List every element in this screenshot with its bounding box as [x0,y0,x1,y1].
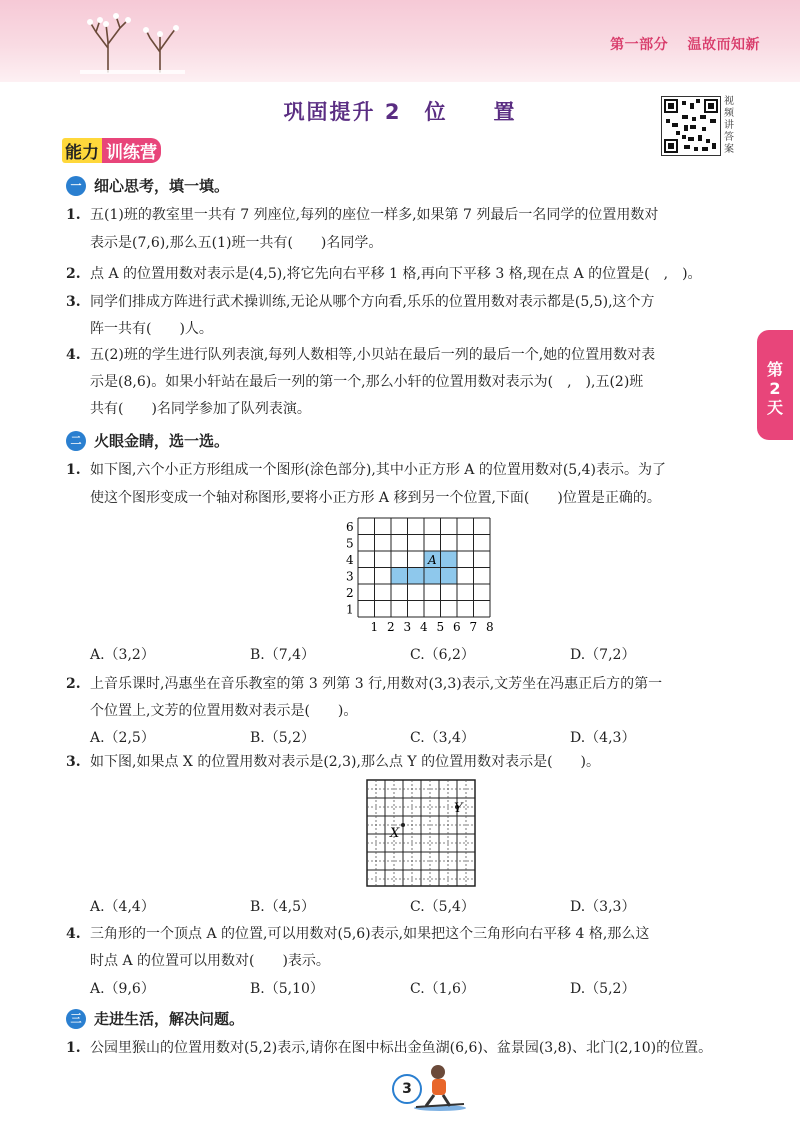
x-tick-label: 3 [403,620,412,634]
option-a[interactable]: A.（3,2） [90,647,155,663]
question-line: 表示是(7,6),那么五(1)班一共有( )名同学。 [90,235,383,251]
section-choose [66,430,229,451]
part-label: 第一部分 [610,37,669,53]
shaded-cell [408,568,425,585]
question-line: 阵一共有( )人。 [90,321,213,337]
qr-code-icon[interactable] [661,96,721,156]
section-fill [66,175,229,196]
shaded-cell [441,551,458,568]
question-line: 个位置上,文芳的位置用数对表示是( )。 [90,703,358,719]
option-a[interactable]: A.（4,4） [90,899,155,915]
page-number: 3 [392,1074,422,1104]
question-line: 2. 上音乐课时,冯惠坐在音乐教室的第 3 列第 3 行,用数对(3,3)表示,文芳坐在冯惠正后方的第一 [66,676,663,692]
question-line: 2. 点 A 的位置用数对表示是(4,5),将它先向右平移 1 格,再向下平移 3 格,现在点 A 的位置是( , )。 [66,266,702,282]
option-a[interactable]: A.（2,5） [90,730,155,746]
section-title: 走进生活，解决问题。 [94,1010,245,1028]
option-a[interactable]: A.（9,6） [90,981,155,997]
coordinate-grid [340,516,494,634]
page-title: 巩固提升 2 位 置 [283,100,517,124]
option-c[interactable]: C.（3,4） [410,730,475,746]
option-b[interactable]: B.（5,10） [250,981,324,997]
shaded-cell [391,568,408,585]
question-line: 4. 三角形的一个顶点 A 的位置,可以用数对(5,6)表示,如果把这个三角形向右平移 4 格,那么这 [66,926,650,942]
y-tick-label: 2 [346,586,354,600]
question-line: 1. 五(1)班的教室里一共有 7 列座位,每列的座位一样多,如果第 7 列最后一名同学的位置用数对 [66,207,659,223]
y-tick-label: 4 [346,553,354,567]
option-c[interactable]: C.（5,4） [410,899,475,915]
option-c[interactable]: C.（1,6） [410,981,475,997]
motto-label: 温故而知新 [687,37,760,53]
cell-a-label: A [428,553,437,567]
section-title: 细心思考，填一填。 [94,177,230,195]
option-b[interactable]: B.（7,4） [250,647,316,663]
x-tick-label: 6 [453,620,461,634]
x-tick-label: 2 [387,620,395,634]
option-d[interactable]: D.（4,3） [570,730,636,746]
question-line: 3. 如下图,如果点 X 的位置用数对表示是(2,3),那么点 Y 的位置用数对表示是( )。 [66,754,601,770]
y-tick-label: 5 [346,536,354,551]
position-grid [366,779,476,887]
point-y-label: Y [454,801,463,816]
section-number: 一 [66,176,86,196]
question-line: 示是(8,6)。如果小轩站在最后一列的第一个,那么小轩的位置用数对表示为( , ),五(2)班 [90,374,644,390]
question-line: 1. 公园里猴山的位置用数对(5,2)表示,请你在图中标出金鱼湖(6,6)、盆景园(3,8)、北门(2,10)的位置。 [66,1040,713,1056]
x-tick-label: 5 [436,620,445,634]
x-tick-label: 7 [469,620,478,634]
section-number: 三 [66,1009,86,1029]
option-d[interactable]: D.（5,2） [570,981,636,997]
y-tick-label: 6 [346,520,354,534]
y-tick-label: 1 [346,602,354,617]
question-line: 时点 A 的位置可以用数对( )表示。 [90,953,330,969]
option-d[interactable]: D.（7,2） [570,647,636,663]
qr-label: 视 频 讲 答 案 [724,96,734,155]
section-number: 二 [66,431,86,451]
section-title: 火眼金睛，选一选。 [94,432,230,450]
y-tick-label: 3 [346,569,354,584]
question-line: 4. 五(2)班的学生进行队列表演,每列人数相等,小贝站在最后一列的最后一个,她的位置用数对表 [66,347,656,363]
option-b[interactable]: B.（4,5） [250,899,316,915]
option-b[interactable]: B.（5,2） [250,730,316,746]
section-solve [66,1008,244,1029]
ability-badge: 能力 训练营 [62,138,161,162]
shaded-cell [441,568,458,585]
winter-tree-icon [70,8,190,74]
x-tick-label: 1 [370,620,379,634]
x-tick-label: 4 [420,620,428,634]
x-tick-label: 8 [486,620,494,634]
page-header [0,0,800,82]
shaded-cell [424,568,441,585]
option-d[interactable]: D.（3,3） [570,899,636,915]
skier-mascot-icon [410,1062,470,1112]
question-line: 共有( )名同学参加了队列表演。 [90,401,311,417]
day-tab: 第 2 天 [757,330,793,440]
question-line: 1. 如下图,六个小正方形组成一个图形(涂色部分),其中小正方形 A 的位置用数对(5,4)表示。为了 [66,462,667,478]
question-line: 3. 同学们排成方阵进行武术操训练,无论从哪个方向看,乐乐的位置用数对表示都是(5,5),这个方 [66,294,655,310]
point-x-label: X [390,826,400,841]
option-c[interactable]: C.（6,2） [410,647,475,663]
question-line: 使这个图形变成一个轴对称图形,要将小正方形 A 移到另一个位置,下面( )位置是正确的。 [90,490,661,506]
